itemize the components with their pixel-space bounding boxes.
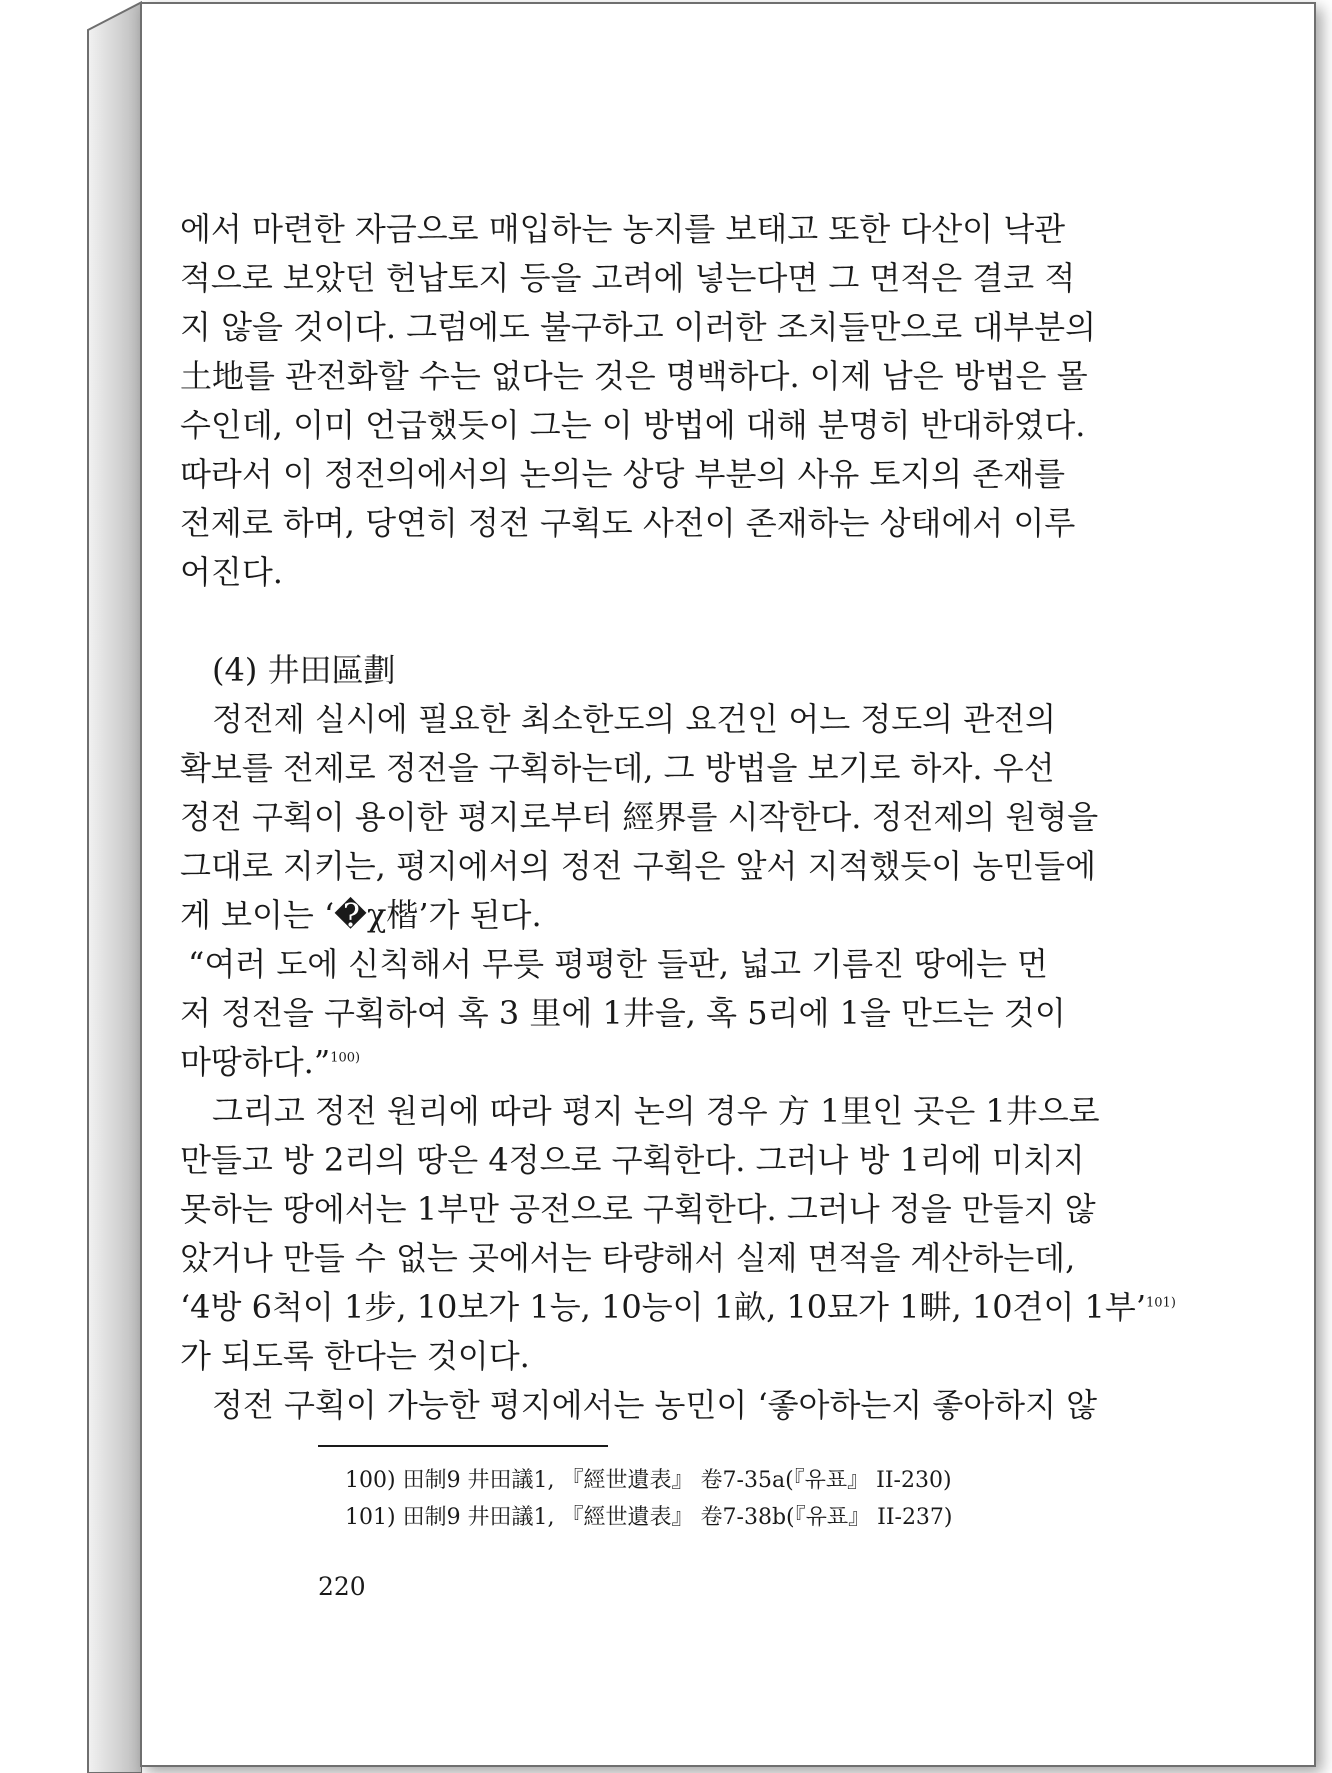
footnote-ref-101[interactable]: 101) [1146,1295,1176,1311]
text-line: 전제로 하며, 당연히 정전 구획도 사전이 존재하는 상태에서 이루 [180,504,1076,542]
text-line: 土地를 관전화할 수는 없다는 것은 명백하다. 이제 남은 방법은 몰 [180,357,1088,395]
text-line: 그대로 지키는, 평지에서의 정전 구획은 앞서 지적했듯이 농민들에 [180,847,1097,885]
text-line: 어진다. [180,553,283,591]
body-text [180,205,1185,1430]
text-line: 그리고 정전 원리에 따라 평지 논의 경우 方 1里인 곳은 1井으로 [212,1092,1100,1130]
paragraph-5 [180,1381,1185,1430]
text-line: 따라서 이 정전의에서의 논의는 상당 부분의 사유 토지의 존재를 [180,455,1066,493]
text-line: 확보를 전제로 정전을 구획하는데, 그 방법을 보기로 하자. 우선 [180,749,1055,787]
text-line: ‘4방 6척이 1步, 10보가 1능, 10능이 1畝, 10묘가 1畊, 10견이 1부’ [180,1288,1146,1326]
text-line: 정전 구획이 용이한 평지로부터 經界를 시작한다. 정전제의 원형을 [180,798,1099,836]
text-line: 지 않을 것이다. 그럼에도 불구하고 이러한 조치들만으로 대부분의 [180,308,1097,346]
footnote-divider [318,1445,608,1447]
text-line: 만들고 방 2리의 땅은 4정으로 구획한다. 그러나 방 1리에 미치지 [180,1141,1085,1179]
paragraph-1 [180,205,1185,597]
footnote-100: 100) 田制9 井田議1, 『經世遺表』 卷7-35a(『유표』 II-230) [345,1468,952,1493]
section-heading: (4) 井田區劃 [212,651,396,689]
footnote-101: 101) 田制9 井田議1, 『經世遺表』 卷7-38b(『유표』 II-237) [345,1505,953,1530]
text-line: 정전 구획이 가능한 평지에서는 농민이 ‘좋아하는지 좋아하지 않 [212,1386,1098,1424]
text-line: 수인데, 이미 언급했듯이 그는 이 방법에 대해 분명히 반대하였다. [180,406,1086,444]
text-line: 저 정전을 구획하여 혹 3 里에 1井을, 혹 5리에 1을 만드는 것이 [180,994,1066,1032]
page-number: 220 [318,1572,366,1601]
footnote-ref-100[interactable]: 100) [330,1050,361,1066]
paragraph-2 [180,695,1185,940]
text-line: 못하는 땅에서는 1부만 공전으로 구획한다. 그러나 정을 만들지 않 [180,1190,1096,1228]
text-line: 에서 마련한 자금으로 매입하는 농지를 보태고 또한 다산이 낙관 [180,210,1066,248]
text-line: 정전제 실시에 필요한 최소한도의 요건인 어느 정도의 관전의 [212,700,1057,738]
book-spine [0,0,142,1773]
text-line: 마땅하다.” [180,1043,331,1081]
section-spacer [180,597,1185,645]
text-line: 았거나 만들 수 없는 곳에서는 타량해서 실제 면적을 계산하는데, [180,1239,1076,1277]
text-line: 게 보이는 ‘�χ楷’가 된다. [180,896,542,934]
quote-paragraph [180,940,1185,1087]
text-line: 가 되도록 한다는 것이다. [180,1337,530,1375]
footnotes [345,1462,1145,1536]
text-line: 적으로 보았던 헌납토지 등을 고려에 넣는다면 그 면적은 결코 적 [180,259,1076,297]
text-line: “여러 도에 신칙해서 무릇 평평한 들판, 넓고 기름진 땅에는 먼 [188,945,1048,983]
paragraph-4 [180,1087,1185,1381]
